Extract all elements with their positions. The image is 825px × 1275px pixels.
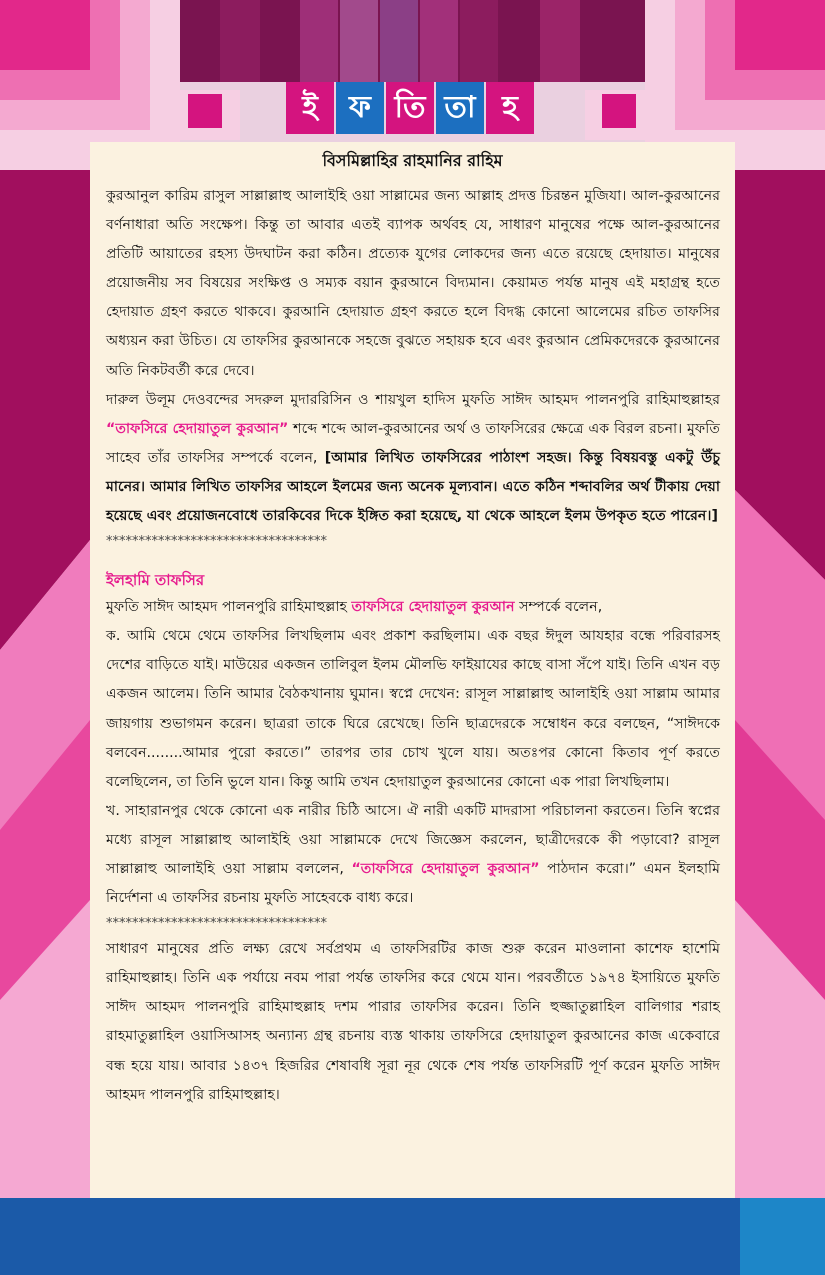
book-title-highlight: তাফসিরে হেদায়াতুল কুরআন [351,599,515,616]
paragraph [106,593,720,622]
text: দারুল উলূম দেওবন্দের সদরুল মুদাররিসিন ও শায়খুল হাদিস মুফতি সাঈদ আহমদ পালনপুরি রাহিমাহুল্লাহর [106,391,720,408]
text: মুফতি সাঈদ আহমদ পালনপুরি রাহিমাহুল্লাহ [106,599,352,616]
title-letter: তা [436,82,484,134]
text: খ. সাহারানপুর থেকে কোনো এক নারীর চিঠি আসে। ঐ নারী একটি মাদরাসা পরিচালনা করতেন। তিনি স্বপ্নের মধ্যে রাসূল সাল্লাল্লাহু আলাইহি ওয়া সাল্লামকে দেখে জিজ্ঞেস করলেন, ছাত্রীদেরকে কী পড়াবো? রাসূল সাল্লাল্লাহু আলাইহি ওয়া সাল্লাম বললেন, [106,802,720,877]
paragraph: কুরআনুল কারিম রাসুল সাল্লাল্লাহু আলাইহি ওয়া সাল্লামের জন্য আল্লাহ প্রদত্ত চিরন্তন মুজিযা। আল-কুরআনের বর্ণনাধারা অতি সংক্ষেপ। কিন্তু তা আবার এতই ব্যাপক অর্থবহ যে, সাধারণ মানুষের পক্ষে আল-কুরআনের প্রতিটি আয়াতের রহস্য উদঘাটন করা কঠিন। প্রত্যেক যুগের লোকদের জন্য এতে রয়েছে হেদায়াত। মানুষের প্রয়োজনীয় সব বিষয়ের সংক্ষিপ্ত ও সম্যক বয়ান কুরআনে বিদ্যমান। কেয়ামত পর্যন্ত মানুষ এই মহাগ্রন্থ হতে হেদায়াত গ্রহণ করতে থাকবে। কুরআনি হেদায়াত গ্রহণ করতে হলে বিদগ্ধ কোনো আলেমের রচিত তাফসির অধ্যয়ন করা উচিত। যে তাফসির কুরআনকে সহজে বুঝতে সহায়ক হবে এবং কুরআন প্রেমিকদেরকে কুরআনের অতি নিকটবর্তী করে দেবে। [106,188,720,379]
book-title-highlight: “তাফসিরে হেদায়াতুল কুরআন” [106,420,289,437]
title-letter: তি [386,82,434,134]
bismillah: বিসমিল্লাহির রাহমানির রাহিম [322,151,503,170]
paragraph [106,386,720,531]
text: শব্দে শব্দে আল-কুরআনের অর্থ ও তাফসিরের ক্ষেত্রে এক বিরল রচনা। মুফতি সাহেব তাঁর তাফসির সম্পর্কে বলেন, [106,420,720,466]
quote-bold: [আমার লিখিত তাফসিরের পাঠাংশ সহজ। কিন্তু বিষয়বস্তু একটু উঁচু মানের। আমার লিখিত তাফসির আহলে ইলমের জন্য অনেক মূল্যবান। এতে কঠিন শব্দাবলির অর্থ টীকায় দেয়া হয়েছে এবং প্রয়োজনবোধে তারকিবের দিকে ইঙ্গিত করা হয়েছে, যা থেকে আহলে ইলম উপকৃত হতে পারেন।] [106,449,720,525]
title-letter: ফ [336,82,384,134]
section-heading: ইলহামি তাফসির [106,571,205,590]
article-body [106,182,720,1110]
text: সম্পর্কে বলেন, [514,599,603,616]
paragraph: ক. আমি থেমে থেমে তাফসির লিখছিলাম এবং প্রকাশ করছিলাম। এক বছর ঈদুল আযহার বন্ধে পরিবারসহ দেশের বাড়িতে যাই। মাউয়ের একজন তালিবুল ইলম মৌলভি ফাইয়াযের কাছে বাসা সঁপে যাই। তিনি এখন বড় একজন আলেম। তিনি আমার বৈঠকখানায় ঘুমান। স্বপ্নে দেখেন: রাসূল সাল্লাল্লাহু আলাইহি ওয়া সাল্লাম আমার জায়গায় শুভাগমন করেন। ছাত্ররা তাকে ঘিরে রেখেছে। তিনি ছাত্রদেরকে সম্বোধন করে বলছেন, “সাঈদকে বলবেন........আমার পুরো করতে।” তারপর তার চোখ খুলে যায়। অতঃপর কোনো কিতাব পূর্ণ করতে বলেছিলেন, তা তিনি ভুলে যান। কিন্তু আমি তখন হেদায়াতুল কুরআনের কোনো এক পারা লিখছিলাম। [106,628,720,790]
paragraph [106,797,720,913]
separator: ********************************** [106,916,327,932]
title-letter: ই [286,82,334,134]
separator: ********************************** [106,534,327,550]
paragraph: সাধারণ মানুষের প্রতি লক্ষ্য রেখে সর্বপ্রথম এ তাফসিরটির কাজ শুরু করেন মাওলানা কাশেফ হাশেমি রাহিমাহুল্লাহ। তিনি এক পর্যায়ে নবম পারা পর্যন্ত তাফসির করে থেমে যান। পরবর্তীতে ১৯৭৪ ইসায়িতে মুফতি সাঈদ আহমদ পালনপুরি রাহিমাহুল্লাহ দশম পারার তাফসির করেন। তিনি হুজ্জাতুল্লাহিল বালিগার শরাহ রাহমাতুল্লাহিল ওয়াসিআসহ অন্যান্য গ্রন্থ রচনায় ব্যস্ত থাকায় তাফসিরে হেদায়াতুল কুরআনের কাজ একেবারে বন্ধ হয়ে যায়। আবার ১৪৩৭ হিজরির শেষাবধি সূরা নূর থেকে শেষ পর্যন্ত তাফসিরটি পূর্ণ করেন মুফতি সাঈদ আহমদ পালনপুরি রাহিমাহুল্লাহ। [106,941,720,1103]
title-banner [286,82,534,134]
book-title-highlight: “তাফসিরে হেদায়াতুল কুরআন” [351,860,540,877]
text: পাঠদান করো।” এমন ইলহামি নির্দেশনা এ তাফসির রচনায় মুফতি সাহেবকে বাধ্য করে। [106,860,720,907]
title-letter: হ [486,82,534,134]
